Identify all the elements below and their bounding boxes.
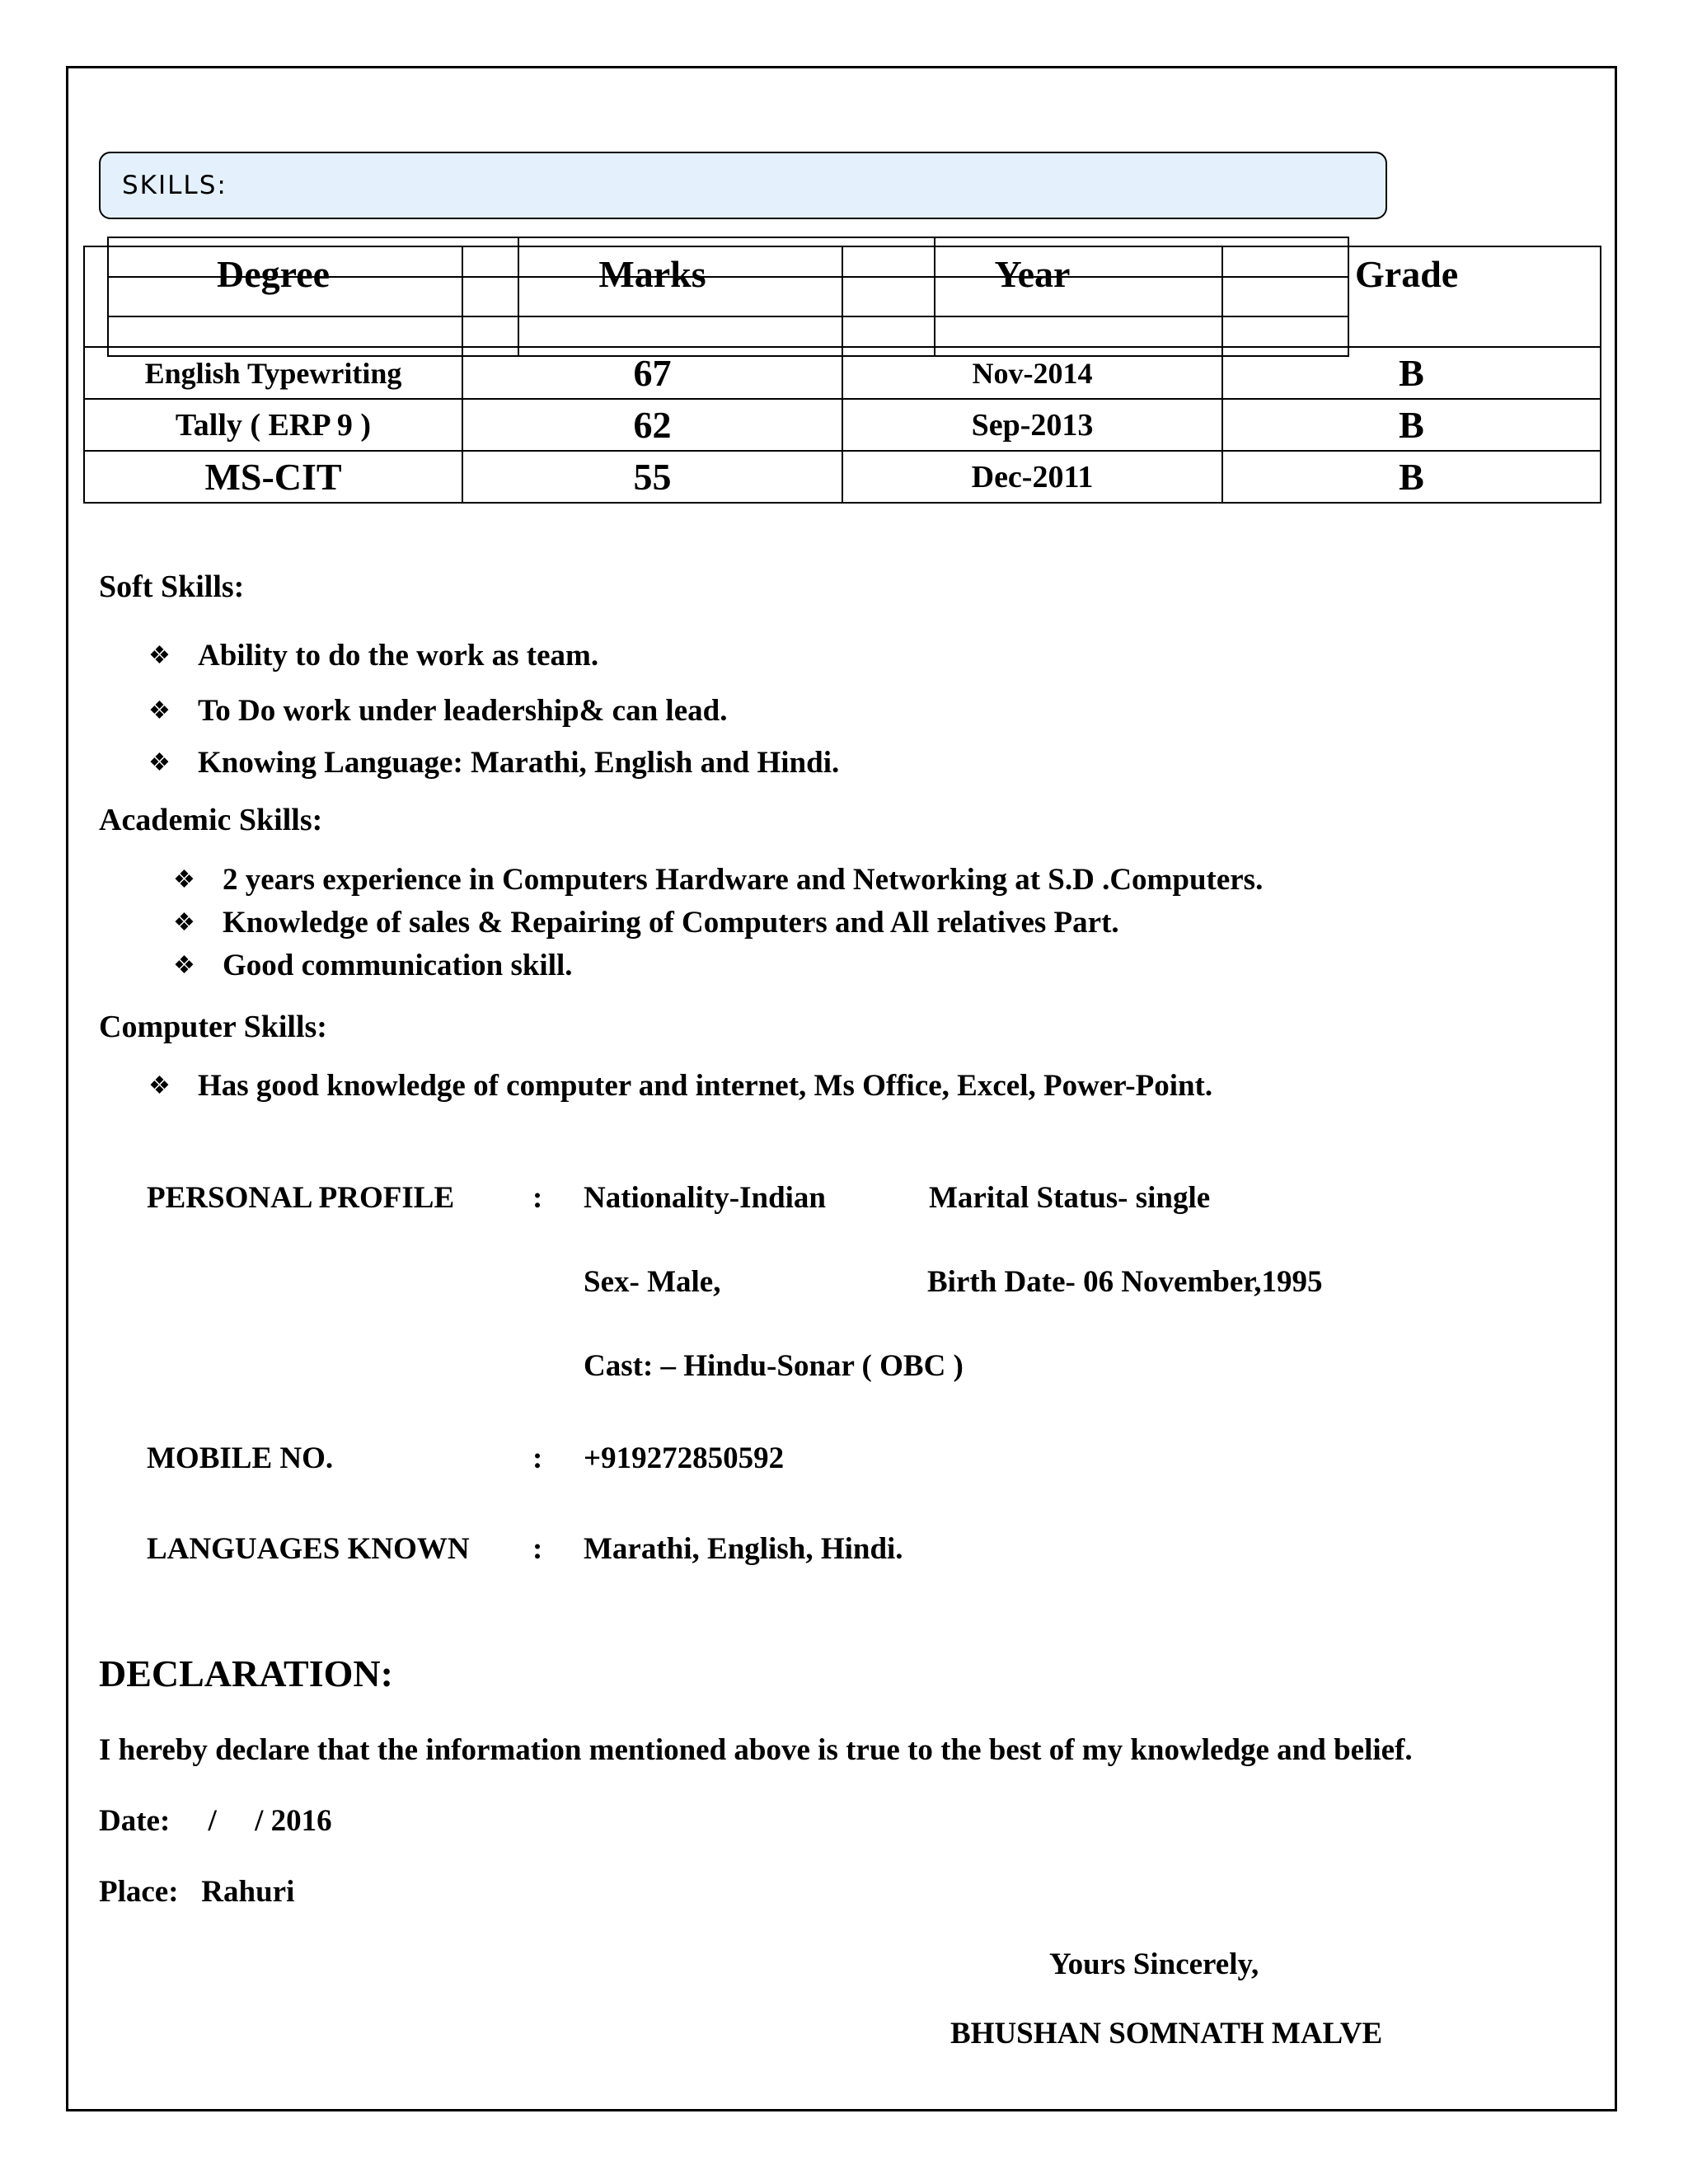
academic-skills-heading: Academic Skills: [99,803,323,837]
grade-cell: B [1222,347,1601,399]
academic-skill-item: Knowledge of sales & Repairing of Computers and All relatives Part. [223,906,1119,940]
mobile-colon: : [532,1441,543,1475]
academic-skill-item: Good communication skill. [223,949,573,982]
computer-skills-heading: Computer Skills: [99,1010,327,1044]
sex: Sex- Male, [584,1265,721,1299]
languages-colon: : [532,1532,543,1566]
mobile-number: +919272850592 [584,1441,785,1475]
header-year: Year [842,246,1222,347]
year-cell: Nov-2014 [842,347,1222,399]
academic-skill-item: 2 years experience in Computers Hardware and Networking at S.D .Computers. [223,863,1264,897]
bullet-icon: ❖ [148,1072,171,1099]
degree-cell: Tally ( ERP 9 ) [84,399,462,451]
table-header-row [84,246,1601,347]
year-cell: Sep-2013 [842,399,1222,451]
skills-header-label: SKILLS: [122,171,227,200]
birth-date: Birth Date- 06 November,1995 [927,1265,1323,1299]
bullet-icon: ❖ [173,952,195,979]
table-row [84,347,1601,399]
cast: Cast: – Hindu-Sonar ( OBC ) [584,1349,964,1383]
table-row [84,399,1601,451]
marital-status: Marital Status- single [929,1181,1211,1215]
soft-skills-heading: Soft Skills: [99,569,245,604]
declaration-text: I hereby declare that the information mentioned above is true to the best of my knowledge and belief. [99,1733,1413,1767]
computer-skill-item: Has good knowledge of computer and internet, Ms Office, Excel, Power-Point. [198,1069,1213,1103]
marks-cell: 55 [462,451,842,503]
soft-skill-item: Ability to do the work as team. [198,639,599,673]
marks-cell: 62 [462,399,842,451]
header-degree: Degree [84,246,462,347]
header-grade: Grade [1222,246,1601,347]
bullet-icon: ❖ [148,749,171,776]
bullet-icon: ❖ [148,697,171,724]
bullet-icon: ❖ [173,866,195,893]
table-row [84,451,1601,503]
soft-skill-item: Knowing Language: Marathi, English and Hindi. [198,746,840,780]
signatory-name: BHUSHAN SOMNATH MALVE [950,2017,1383,2050]
qualification-table [83,246,1601,504]
year-cell: Dec-2011 [842,451,1222,503]
personal-profile-label: PERSONAL PROFILE [147,1181,455,1215]
degree-cell: MS-CIT [84,451,462,503]
declaration-date: Date: / / 2016 [99,1804,332,1838]
soft-skill-item: To Do work under leadership& can lead. [198,694,728,728]
degree-cell: English Typewriting [84,347,462,399]
skills-section-header [99,152,1387,219]
declaration-place: Place: Rahuri [99,1875,295,1909]
languages-known: Marathi, English, Hindi. [584,1532,903,1566]
languages-label: LANGUAGES KNOWN [147,1532,470,1566]
header-marks: Marks [462,246,842,347]
personal-profile-colon: : [532,1181,543,1215]
grade-cell: B [1222,451,1601,503]
bullet-icon: ❖ [173,909,195,936]
declaration-title: DECLARATION: [99,1652,393,1694]
mobile-label: MOBILE NO. [147,1441,334,1475]
closing-salutation: Yours Sincerely, [1049,1947,1259,1981]
bullet-icon: ❖ [148,642,171,669]
grade-cell: B [1222,399,1601,451]
nationality: Nationality-Indian [584,1181,827,1215]
marks-cell: 67 [462,347,842,399]
